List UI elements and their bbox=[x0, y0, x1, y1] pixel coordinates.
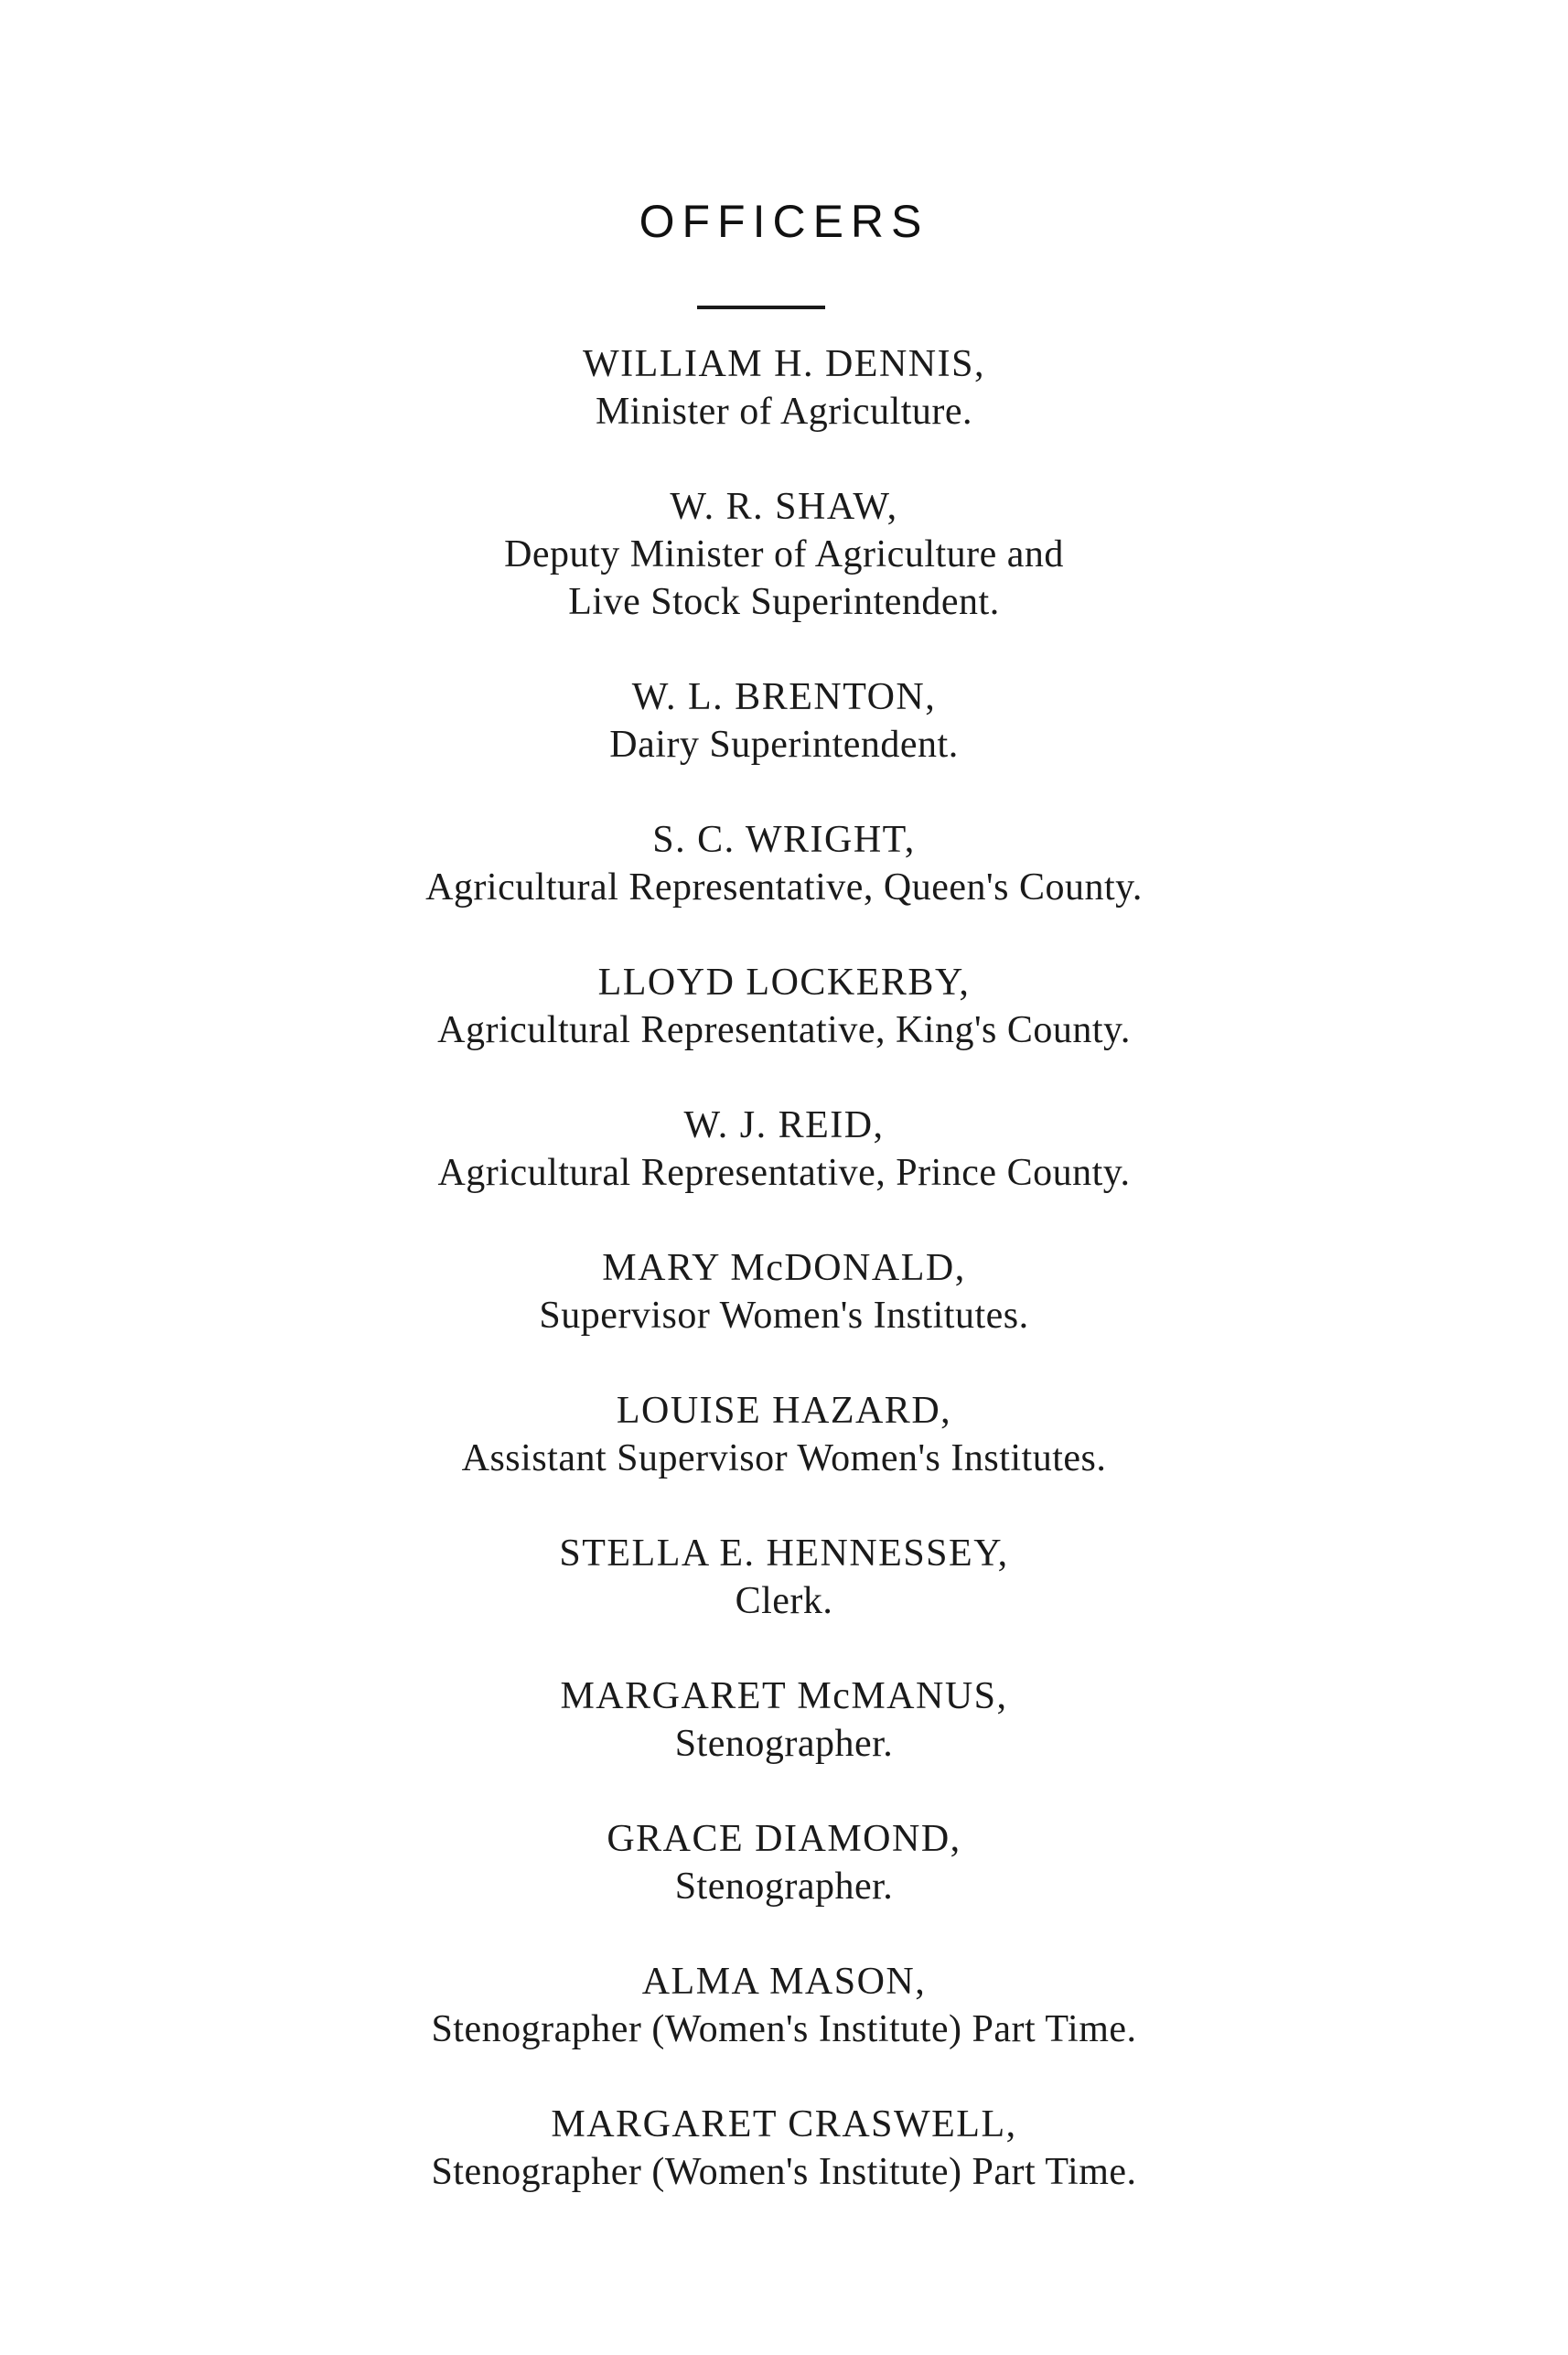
officer-role: Agricultural Representative, Prince County. bbox=[437, 1152, 1131, 1194]
officer-name: LLOYD LOCKERBY, bbox=[597, 962, 971, 1004]
officers-list bbox=[0, 340, 1568, 2243]
officer-entry bbox=[0, 1102, 1568, 1197]
officer-role: Clerk. bbox=[735, 1580, 833, 1622]
officer-name: W. L. BRENTON, bbox=[631, 676, 937, 718]
officer-entry bbox=[0, 1387, 1568, 1482]
officer-entry bbox=[0, 340, 1568, 436]
officer-name: WILLIAM H. DENNIS, bbox=[583, 343, 985, 385]
officer-name: GRACE DIAMOND, bbox=[607, 1818, 961, 1860]
officer-name: STELLA E. HENNESSEY, bbox=[559, 1532, 1009, 1575]
officer-role: Stenographer. bbox=[674, 1866, 894, 1908]
officer-name: W. J. REID, bbox=[683, 1104, 885, 1146]
officer-entry bbox=[0, 1244, 1568, 1339]
officer-role: Assistant Supervisor Women's Institutes. bbox=[461, 1437, 1107, 1479]
officer-role: Stenographer (Women's Institute) Part Time. bbox=[431, 2151, 1137, 2193]
officer-role: Stenographer. bbox=[674, 1723, 894, 1765]
officer-name: MARGARET McMANUS, bbox=[560, 1675, 1008, 1717]
heading-rule bbox=[697, 306, 825, 309]
officer-name: MARGARET CRASWELL, bbox=[551, 2103, 1017, 2145]
officer-entry bbox=[0, 1815, 1568, 1910]
officer-role: Agricultural Representative, King's County. bbox=[437, 1009, 1131, 1051]
officer-entry bbox=[0, 1958, 1568, 2053]
officer-entry bbox=[0, 816, 1568, 911]
officer-role: Supervisor Women's Institutes. bbox=[539, 1295, 1029, 1337]
officer-role: Dairy Superintendent. bbox=[609, 724, 959, 766]
officer-name: S. C. WRIGHT, bbox=[652, 819, 916, 861]
officer-role: Stenographer (Women's Institute) Part Time. bbox=[431, 2008, 1137, 2050]
officer-entry bbox=[0, 2101, 1568, 2196]
officer-entry bbox=[0, 1530, 1568, 1625]
officer-role: Agricultural Representative, Queen's County. bbox=[425, 866, 1143, 909]
officer-role: Deputy Minister of Agriculture and Live Stock Superintendent. bbox=[504, 533, 1064, 623]
officer-entry bbox=[0, 483, 1568, 626]
officer-name: W. R. SHAW, bbox=[670, 486, 898, 528]
officer-entry bbox=[0, 1672, 1568, 1768]
officer-name: MARY McDONALD, bbox=[602, 1247, 966, 1289]
officer-role: Minister of Agriculture. bbox=[595, 391, 973, 433]
officer-name: ALMA MASON, bbox=[641, 1961, 927, 2003]
officer-entry bbox=[0, 673, 1568, 769]
page-heading: OFFICERS bbox=[639, 196, 929, 247]
officer-entry bbox=[0, 959, 1568, 1054]
officer-name: LOUISE HAZARD, bbox=[616, 1390, 952, 1432]
